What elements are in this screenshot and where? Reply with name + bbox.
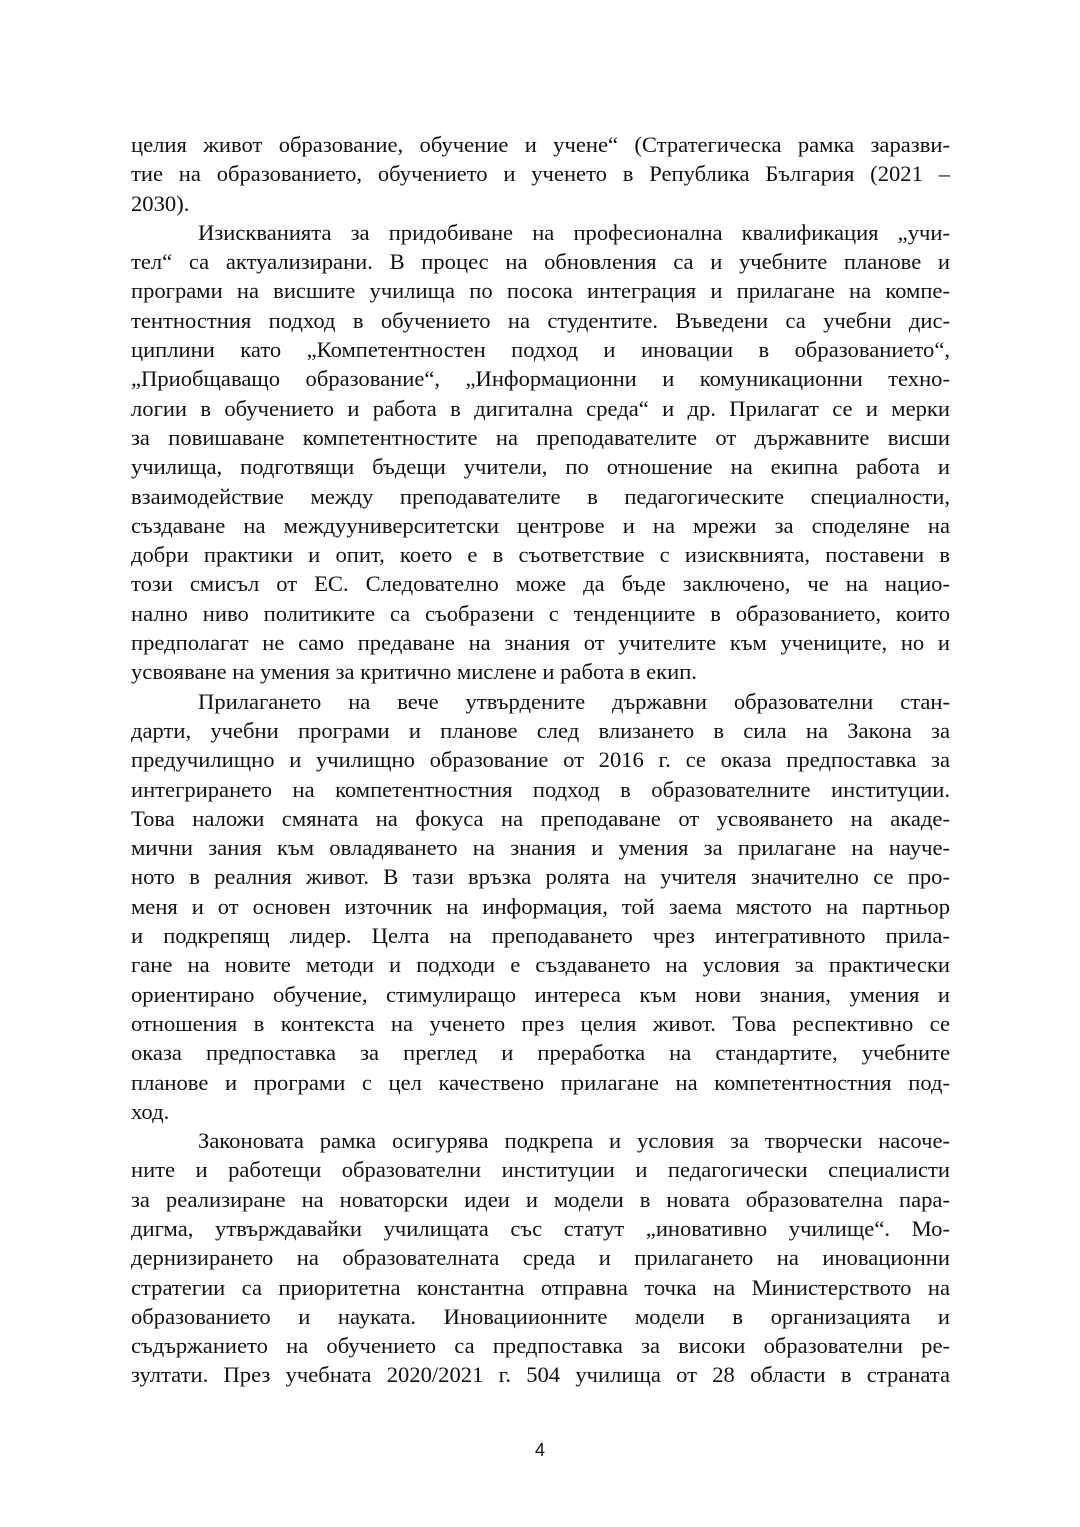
- text-line: отношения в контекста на ученето през целия живот. Това респективно се: [131, 1010, 950, 1036]
- text-line: програми на висшите училища по посока интеграция и прилагане на компе-: [131, 278, 950, 304]
- text-line: ното в реалния живот. В тази връзка ролята на учителя значително се про-: [131, 864, 950, 890]
- text-line: за реализиране на новаторски идеи и модели в новата образователна пара-: [131, 1186, 950, 1212]
- text-line: училища, подготвящи бъдещи учители, по отношение на екипна работа и: [131, 454, 950, 480]
- text-line: тел“ са актуализирани. В процес на обновления са и учебните планове и: [131, 249, 950, 275]
- text-line: циплини като „Компетентностен подход и иновации в образованието“,: [131, 337, 950, 363]
- text-line: усвояване на умения за критично мислене и работа в екип.: [131, 659, 697, 685]
- paragraph: [131, 130, 950, 218]
- text-line: за повишаване компетентностите на преподавателите от държавните висши: [131, 424, 950, 450]
- text-line: съдържанието на обучението са предпоставка за високи образователни ре-: [131, 1333, 950, 1359]
- text-line: зултати. През учебната 2020/2021 г. 504 училища от 28 области в страната: [131, 1362, 950, 1388]
- page-number: 4: [534, 1440, 545, 1460]
- text-line: оказа предпоставка за преглед и преработка на стандартите, учебните: [131, 1040, 950, 1066]
- text-line: взаимодействие между преподавателите в педагогическите специалности,: [131, 483, 950, 509]
- text-line: нално ниво политиките са съобразени с тенденциите в образованието, които: [131, 600, 950, 626]
- text-line: тентностния подход в обучението на студентите. Въведени са учебни дис-: [131, 307, 950, 333]
- text-line: меня и от основен източник на информация, той заема мястото на партньор: [131, 893, 950, 919]
- text-line: създаване на междууниверситетски центрове и на мрежи за споделяне на: [131, 512, 950, 538]
- text-line: гане на новите методи и подходи е създаването на условия за практически: [131, 952, 950, 978]
- text-line: дарти, учебни програми и планове след влизането в сила на Закона за: [131, 717, 950, 743]
- text-line: дигма, утвърждавайки училищата със статут „иновативно училище“. Мо-: [131, 1215, 950, 1241]
- text-line: предполагат не само предаване на знания от учителите към учениците, но и: [131, 630, 950, 656]
- text-line: добри практики и опит, което е в съответствие с изисквнията, поставени в: [131, 542, 950, 568]
- text-line: стратегии са приоритетна константна отправна точка на Министерството на: [131, 1274, 950, 1300]
- text-line: интегрирането на компетентностния подход в образователните институции.: [131, 776, 950, 802]
- text-line: дернизирането на образователната среда и прилагането на иновационни: [131, 1245, 950, 1271]
- paragraph: [131, 218, 950, 687]
- paragraph: [131, 1126, 950, 1390]
- text-line: „Приобщаващо образование“, „Информационни и комуникационни техно-: [131, 366, 950, 392]
- text-line: ориентирано обучение, стимулиращо интереса към нови знания, умения и: [131, 981, 950, 1007]
- body-text: [131, 130, 950, 1390]
- text-line: Законовата рамка осигурява подкрепа и условия за творчески насоче-: [198, 1128, 950, 1154]
- text-line: предучилищно и училищно образование от 2016 г. се оказа предпоставка за: [131, 747, 950, 773]
- text-line: ните и работещи образователни институции и педагогически специалисти: [131, 1157, 950, 1183]
- text-line: планове и програми с цел качествено прилагане на компетентностния под-: [131, 1069, 950, 1095]
- text-line: образованието и науката. Иновациионните модели в организацията и: [131, 1303, 950, 1329]
- text-line: Изискванията за придобиване на професионална квалификация „учи-: [198, 219, 950, 245]
- text-line: тие на образованието, обучението и ученето в Република България (2021 –: [131, 161, 950, 187]
- text-line: ход.: [131, 1098, 170, 1124]
- text-line: този смисъл от ЕС. Следователно може да бъде заключено, че на нацио-: [131, 571, 950, 597]
- text-line: и подкрепящ лидер. Целта на преподаването чрез интегративното прила-: [131, 923, 950, 949]
- text-line: логии в обучението и работа в дигитална среда“ и др. Прилагат се и мерки: [131, 395, 950, 421]
- text-line: Това наложи смяната на фокуса на преподаване от усвояването на акаде-: [131, 805, 950, 831]
- text-line: мични зания към овладяването на знания и умения за прилагане на научe-: [131, 835, 950, 861]
- text-line: Прилагането на вече утвърдените държавни образователни стан-: [198, 688, 950, 714]
- text-line: 2030).: [131, 190, 190, 216]
- text-line: целия живот образование, обучение и учене“ (Стратегическа рамка заразви-: [131, 132, 950, 157]
- paragraph: [131, 687, 950, 1126]
